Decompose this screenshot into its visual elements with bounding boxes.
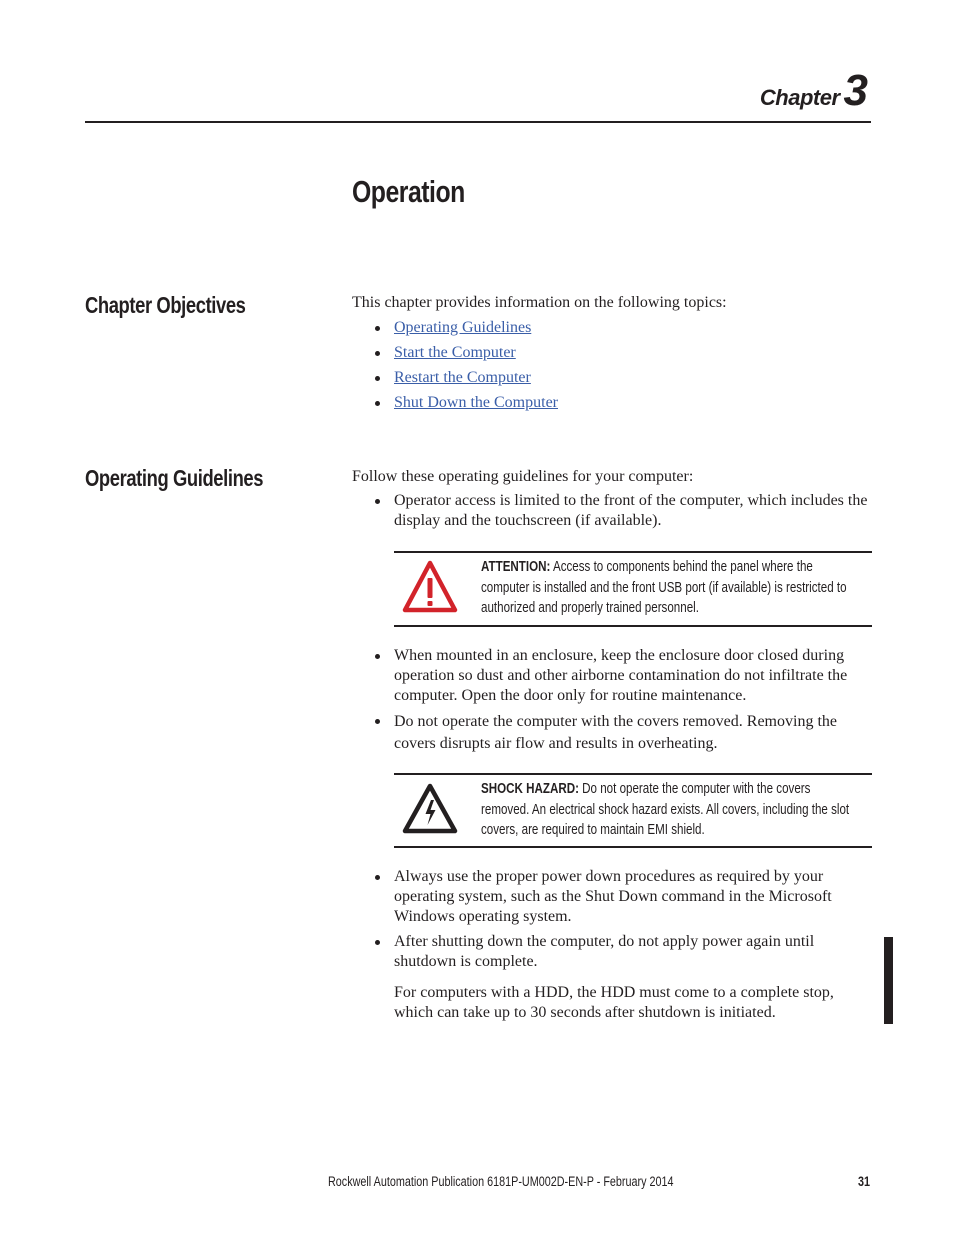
attention-line: computer is installed and the front USB port (if available) is restricted to — [481, 579, 847, 596]
chapter-objectives-heading — [85, 292, 286, 319]
link-start-computer[interactable]: Start the Computer — [394, 344, 516, 361]
attention-line: Access to components behind the panel where the — [552, 559, 813, 575]
hdd-note — [394, 983, 834, 1023]
shock-text — [481, 779, 861, 841]
bullet-line: operation so dust and other airborne contamination do not infiltrate the — [394, 667, 848, 684]
warning-triangle-icon — [402, 560, 458, 619]
chapter-label — [760, 66, 868, 116]
bullet-line: computer. Open the door only for routine maintenance. — [394, 687, 747, 704]
shock-line: Do not operate the computer with the covers — [582, 781, 811, 797]
link-shut-down-computer[interactable]: Shut Down the Computer — [394, 394, 558, 411]
shock-hazard-icon — [402, 783, 458, 840]
bullet-dot — [375, 719, 380, 724]
bullet-line: When mounted in an enclosure, keep the enclosure door closed during — [394, 647, 845, 664]
shock-line: covers, are required to maintain EMI shield. — [481, 822, 705, 838]
bullet-dot — [375, 326, 380, 331]
guidelines-list-1 — [375, 491, 872, 531]
operating-guidelines-heading — [85, 465, 308, 492]
guidelines-list-3 — [375, 867, 872, 972]
note-line: For computers with a HDD, the HDD must come to a complete stop, — [394, 984, 834, 1001]
list-item — [375, 343, 872, 368]
chapter-objectives-heading-text: Chapter Objectives — [85, 292, 246, 318]
bullet-dot — [375, 376, 380, 381]
footer-publication — [328, 1174, 760, 1189]
attention-top-rule — [394, 551, 872, 553]
operating-guidelines-heading-text: Operating Guidelines — [85, 465, 264, 491]
bullet-line: display and the touchscreen (if available). — [394, 512, 662, 529]
bullet-line: operating system, such as the Shut Down command in the Microsoft — [394, 888, 832, 905]
link-operating-guidelines[interactable]: Operating Guidelines — [394, 319, 532, 336]
list-item — [375, 318, 872, 343]
footer-publication-text: Rockwell Automation Publication 6181P-UM002D-EN-P - February 2014 — [328, 1174, 674, 1189]
bullet-line: Always use the proper power down procedures as required by your — [394, 868, 824, 885]
attention-line: authorized and properly trained personnel. — [481, 600, 699, 616]
shock-bottom-rule — [394, 846, 872, 848]
bullet-dot — [375, 940, 380, 945]
thumb-tab — [884, 937, 893, 1024]
list-item — [375, 646, 872, 706]
chapter-rule — [85, 121, 871, 123]
page-title — [352, 174, 493, 210]
footer-page-number — [858, 1174, 873, 1189]
bullet-dot — [375, 654, 380, 659]
bullet-dot — [375, 499, 380, 504]
objectives-list — [375, 318, 872, 418]
chapter-word: Chapter — [759, 85, 840, 110]
list-item — [375, 932, 872, 972]
bullet-line: covers disrupts air flow and results in overheating. — [394, 735, 718, 752]
list-item — [375, 393, 872, 418]
page-title-text: Operation — [352, 174, 465, 209]
objectives-intro: This chapter provides information on the following topics: — [352, 294, 727, 311]
shock-label: SHOCK HAZARD: — [481, 781, 579, 797]
list-item — [375, 867, 872, 927]
bullet-line: Operator access is limited to the front of the computer, which includes the — [394, 492, 868, 509]
bullet-line: Do not operate the computer with the covers removed. Removing the — [394, 713, 837, 730]
list-item — [375, 491, 872, 531]
note-line: which can take up to 30 seconds after shutdown is initiated. — [394, 1004, 776, 1021]
shock-text-body — [481, 779, 849, 841]
link-restart-computer[interactable]: Restart the Computer — [394, 369, 531, 386]
guidelines-list-2 — [375, 646, 872, 755]
guidelines-intro: Follow these operating guidelines for your computer: — [352, 468, 694, 485]
chapter-number: 3 — [843, 66, 868, 115]
list-item — [375, 368, 872, 393]
bullet-line: Windows operating system. — [394, 908, 572, 925]
bullet-line: After shutting down the computer, do not apply power again until — [394, 933, 815, 950]
attention-text-body — [481, 557, 847, 619]
bullet-dot — [375, 401, 380, 406]
bullet-dot — [375, 875, 380, 880]
attention-label: ATTENTION: — [481, 559, 551, 575]
shock-top-rule — [394, 773, 872, 775]
list-item — [375, 711, 872, 755]
attention-text — [481, 557, 861, 619]
bullet-dot — [375, 351, 380, 356]
attention-bottom-rule — [394, 625, 872, 627]
footer-page-number-text: 31 — [858, 1174, 871, 1189]
bullet-line: shutdown is complete. — [394, 953, 538, 970]
shock-line: removed. An electrical shock hazard exists. All covers, including the slot — [481, 801, 850, 818]
